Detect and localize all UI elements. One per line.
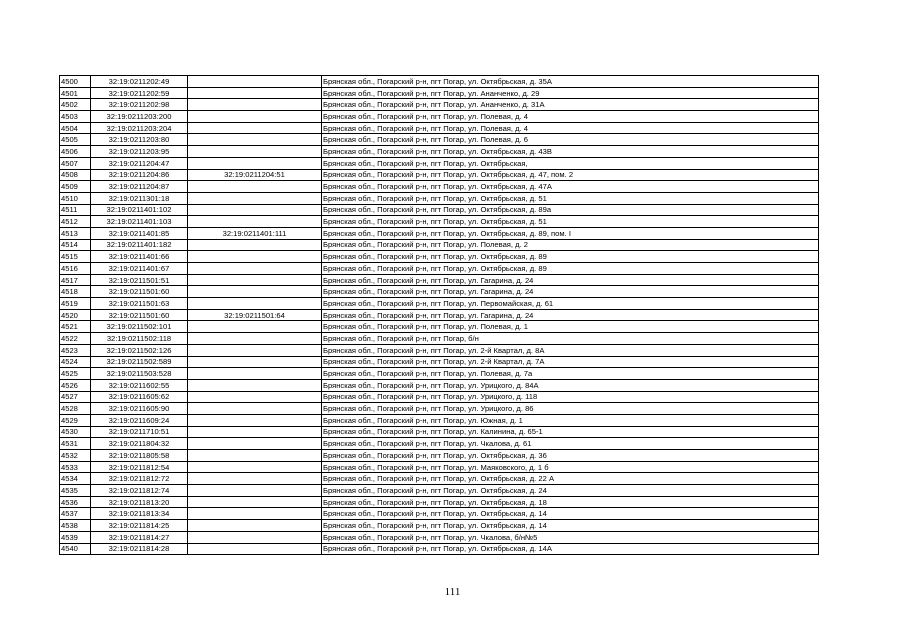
registry-table: [59, 75, 819, 555]
address-cell: Брянская обл., Погарский р-н, пгт Погар, ул. Октябрьская, д. 35А: [322, 76, 819, 88]
address-cell: Брянская обл., Погарский р-н, пгт Погар, ул. Урицкого, д. 84А: [322, 379, 819, 391]
table-row: [60, 286, 819, 298]
address-cell: Брянская обл., Погарский р-н, пгт Погар, ул. Октябрьская, д. 36: [322, 450, 819, 462]
related-cadastral-number-cell: [188, 391, 322, 403]
table-row: [60, 134, 819, 146]
related-cadastral-number-cell: [188, 356, 322, 368]
cadastral-number-cell: 32:19:0211502:126: [91, 344, 188, 356]
row-number-cell: 4530: [60, 426, 91, 438]
registry-sheet: [59, 75, 819, 555]
row-number-cell: 4527: [60, 391, 91, 403]
related-cadastral-number-cell: [188, 450, 322, 462]
related-cadastral-number-cell: [188, 298, 322, 310]
address-cell: Брянская обл., Погарский р-н, пгт Погар, ул. Полевая, д. 2: [322, 239, 819, 251]
cadastral-number-cell: 32:19:0211813:20: [91, 496, 188, 508]
related-cadastral-number-cell: 32:19:0211401:111: [188, 227, 322, 239]
cadastral-number-cell: 32:19:0211805:58: [91, 450, 188, 462]
table-row: [60, 263, 819, 275]
row-number-cell: 4529: [60, 414, 91, 426]
table-row: [60, 520, 819, 532]
address-cell: Брянская обл., Погарский р-н, пгт Погар, ул. Октябрьская, д. 51: [322, 216, 819, 228]
cadastral-number-cell: 32:19:0211814:27: [91, 531, 188, 543]
address-cell: Брянская обл., Погарский р-н, пгт Погар, ул. Октябрьская, д. 89: [322, 263, 819, 275]
cadastral-number-cell: 32:19:0211814:28: [91, 543, 188, 555]
related-cadastral-number-cell: [188, 157, 322, 169]
table-row: [60, 356, 819, 368]
address-cell: Брянская обл., Погарский р-н, пгт Погар, ул. Первомайская, д. 61: [322, 298, 819, 310]
row-number-cell: 4539: [60, 531, 91, 543]
cadastral-number-cell: 32:19:0211812:74: [91, 485, 188, 497]
cadastral-number-cell: 32:19:0211501:51: [91, 274, 188, 286]
table-row: [60, 227, 819, 239]
address-cell: Брянская обл., Погарский р-н, пгт Погар, ул. Октябрьская, д. 24: [322, 485, 819, 497]
table-row: [60, 426, 819, 438]
address-cell: Брянская обл., Погарский р-н, пгт Погар, ул. Чкалова, д. 61: [322, 438, 819, 450]
row-number-cell: 4526: [60, 379, 91, 391]
related-cadastral-number-cell: [188, 508, 322, 520]
row-number-cell: 4511: [60, 204, 91, 216]
cadastral-number-cell: 32:19:0211301:18: [91, 192, 188, 204]
table-row: [60, 157, 819, 169]
table-row: [60, 543, 819, 555]
cadastral-number-cell: 32:19:0211203:80: [91, 134, 188, 146]
row-number-cell: 4514: [60, 239, 91, 251]
related-cadastral-number-cell: [188, 485, 322, 497]
row-number-cell: 4518: [60, 286, 91, 298]
cadastral-number-cell: 32:19:0211710:51: [91, 426, 188, 438]
table-row: [60, 204, 819, 216]
address-cell: Брянская обл., Погарский р-н, пгт Погар, ул. Ананченко, д. 29: [322, 87, 819, 99]
cadastral-number-cell: 32:19:0211502:101: [91, 321, 188, 333]
cadastral-number-cell: 32:19:0211605:90: [91, 403, 188, 415]
cadastral-number-cell: 32:19:0211401:66: [91, 251, 188, 263]
row-number-cell: 4501: [60, 87, 91, 99]
cadastral-number-cell: 32:19:0211204:47: [91, 157, 188, 169]
related-cadastral-number-cell: 32:19:0211204:51: [188, 169, 322, 181]
related-cadastral-number-cell: [188, 111, 322, 123]
table-row: [60, 379, 819, 391]
related-cadastral-number-cell: [188, 239, 322, 251]
table-row: [60, 368, 819, 380]
row-number-cell: 4516: [60, 263, 91, 275]
address-cell: Брянская обл., Погарский р-н, пгт Погар, ул. Октябрьская, д. 22 А: [322, 473, 819, 485]
cadastral-number-cell: 32:19:0211401:85: [91, 227, 188, 239]
cadastral-number-cell: 32:19:0211203:200: [91, 111, 188, 123]
address-cell: Брянская обл., Погарский р-н, пгт Погар, ул. Гагарина, д. 24: [322, 309, 819, 321]
row-number-cell: 4512: [60, 216, 91, 228]
related-cadastral-number-cell: [188, 76, 322, 88]
cadastral-number-cell: 32:19:0211814:25: [91, 520, 188, 532]
row-number-cell: 4507: [60, 157, 91, 169]
related-cadastral-number-cell: [188, 192, 322, 204]
table-row: [60, 344, 819, 356]
table-row: [60, 169, 819, 181]
table-row: [60, 239, 819, 251]
table-row: [60, 450, 819, 462]
related-cadastral-number-cell: [188, 122, 322, 134]
related-cadastral-number-cell: [188, 251, 322, 263]
address-cell: Брянская обл., Погарский р-н, пгт Погар, ул. Полевая, д. 6: [322, 134, 819, 146]
cadastral-number-cell: 32:19:0211813:34: [91, 508, 188, 520]
related-cadastral-number-cell: [188, 321, 322, 333]
cadastral-number-cell: 32:19:0211203:204: [91, 122, 188, 134]
row-number-cell: 4531: [60, 438, 91, 450]
row-number-cell: 4538: [60, 520, 91, 532]
registry-table-body: [60, 76, 819, 555]
row-number-cell: 4519: [60, 298, 91, 310]
cadastral-number-cell: 32:19:0211501:63: [91, 298, 188, 310]
table-row: [60, 216, 819, 228]
address-cell: Брянская обл., Погарский р-н, пгт Погар, ул. Полевая, д. 4: [322, 111, 819, 123]
row-number-cell: 4510: [60, 192, 91, 204]
address-cell: Брянская обл., Погарский р-н, пгт Погар, ул. 2-й Квартал, д. 8А: [322, 344, 819, 356]
cadastral-number-cell: 32:19:0211804:32: [91, 438, 188, 450]
related-cadastral-number-cell: [188, 344, 322, 356]
row-number-cell: 4502: [60, 99, 91, 111]
address-cell: Брянская обл., Погарский р-н, пгт Погар, ул. Ананченко, д. 31А: [322, 99, 819, 111]
related-cadastral-number-cell: [188, 87, 322, 99]
address-cell: Брянская обл., Погарский р-н, пгт Погар, ул. Октябрьская, д. 14: [322, 520, 819, 532]
cadastral-number-cell: 32:19:0211501:60: [91, 286, 188, 298]
cadastral-number-cell: 32:19:0211202:59: [91, 87, 188, 99]
cadastral-number-cell: 32:19:0211503:528: [91, 368, 188, 380]
row-number-cell: 4508: [60, 169, 91, 181]
page-number: 111: [444, 586, 461, 598]
address-cell: Брянская обл., Погарский р-н, пгт Погар, ул. Октябрьская, д. 89, пом. I: [322, 227, 819, 239]
row-number-cell: 4500: [60, 76, 91, 88]
table-row: [60, 146, 819, 158]
address-cell: Брянская обл., Погарский р-н, пгт Погар, ул. Октябрьская, д. 14: [322, 508, 819, 520]
related-cadastral-number-cell: [188, 99, 322, 111]
table-row: [60, 473, 819, 485]
address-cell: Брянская обл., Погарский р-н, пгт Погар, ул. Урицкого, д. 86: [322, 403, 819, 415]
cadastral-number-cell: 32:19:0211202:49: [91, 76, 188, 88]
table-row: [60, 333, 819, 345]
related-cadastral-number-cell: [188, 286, 322, 298]
related-cadastral-number-cell: [188, 531, 322, 543]
related-cadastral-number-cell: [188, 146, 322, 158]
related-cadastral-number-cell: [188, 414, 322, 426]
related-cadastral-number-cell: 32:19:0211501:64: [188, 309, 322, 321]
related-cadastral-number-cell: [188, 263, 322, 275]
cadastral-number-cell: 32:19:0211401:182: [91, 239, 188, 251]
address-cell: Брянская обл., Погарский р-н, пгт Погар, ул. Октябрьская, д. 14А: [322, 543, 819, 555]
address-cell: Брянская обл., Погарский р-н, пгт Погар, ул. Полевая, д. 7а: [322, 368, 819, 380]
row-number-cell: 4506: [60, 146, 91, 158]
cadastral-number-cell: 32:19:0211605:62: [91, 391, 188, 403]
cadastral-number-cell: 32:19:0211204:86: [91, 169, 188, 181]
address-cell: Брянская обл., Погарский р-н, пгт Погар, ул. Полевая, д. 1: [322, 321, 819, 333]
cadastral-number-cell: 32:19:0211812:54: [91, 461, 188, 473]
related-cadastral-number-cell: [188, 181, 322, 193]
row-number-cell: 4522: [60, 333, 91, 345]
cadastral-number-cell: 32:19:0211203:95: [91, 146, 188, 158]
address-cell: Брянская обл., Погарский р-н, пгт Погар, ул. Калинина, д. 65-1: [322, 426, 819, 438]
cadastral-number-cell: 32:19:0211204:87: [91, 181, 188, 193]
related-cadastral-number-cell: [188, 274, 322, 286]
address-cell: Брянская обл., Погарский р-н, пгт Погар, ул. Маяковского, д. 1 б: [322, 461, 819, 473]
row-number-cell: 4525: [60, 368, 91, 380]
table-row: [60, 192, 819, 204]
related-cadastral-number-cell: [188, 496, 322, 508]
table-row: [60, 485, 819, 497]
row-number-cell: 4509: [60, 181, 91, 193]
address-cell: Брянская обл., Погарский р-н, пгт Погар, ул. Гагарина, д. 24: [322, 274, 819, 286]
row-number-cell: 4505: [60, 134, 91, 146]
related-cadastral-number-cell: [188, 543, 322, 555]
table-row: [60, 321, 819, 333]
related-cadastral-number-cell: [188, 426, 322, 438]
address-cell: Брянская обл., Погарский р-н, пгт Погар, ул. Октябрьская,: [322, 157, 819, 169]
cadastral-number-cell: 32:19:0211502:589: [91, 356, 188, 368]
row-number-cell: 4540: [60, 543, 91, 555]
row-number-cell: 4533: [60, 461, 91, 473]
address-cell: Брянская обл., Погарский р-н, пгт Погар, ул. Октябрьская, д. 89: [322, 251, 819, 263]
table-row: [60, 309, 819, 321]
row-number-cell: 4503: [60, 111, 91, 123]
table-row: [60, 87, 819, 99]
address-cell: Брянская обл., Погарский р-н, пгт Погар, ул. Чкалова, б/н№5: [322, 531, 819, 543]
related-cadastral-number-cell: [188, 403, 322, 415]
related-cadastral-number-cell: [188, 379, 322, 391]
table-row: [60, 122, 819, 134]
table-row: [60, 414, 819, 426]
table-row: [60, 274, 819, 286]
address-cell: Брянская обл., Погарский р-н, пгт Погар, б/н: [322, 333, 819, 345]
address-cell: Брянская обл., Погарский р-н, пгт Погар, ул. Октябрьская, д. 51: [322, 192, 819, 204]
cadastral-number-cell: 32:19:0211502:118: [91, 333, 188, 345]
address-cell: Брянская обл., Погарский р-н, пгт Погар, ул. Полевая, д. 4: [322, 122, 819, 134]
related-cadastral-number-cell: [188, 438, 322, 450]
related-cadastral-number-cell: [188, 134, 322, 146]
row-number-cell: 4528: [60, 403, 91, 415]
table-row: [60, 403, 819, 415]
related-cadastral-number-cell: [188, 333, 322, 345]
row-number-cell: 4535: [60, 485, 91, 497]
row-number-cell: 4534: [60, 473, 91, 485]
related-cadastral-number-cell: [188, 461, 322, 473]
table-row: [60, 461, 819, 473]
row-number-cell: 4513: [60, 227, 91, 239]
related-cadastral-number-cell: [188, 473, 322, 485]
table-row: [60, 251, 819, 263]
row-number-cell: 4515: [60, 251, 91, 263]
related-cadastral-number-cell: [188, 216, 322, 228]
row-number-cell: 4521: [60, 321, 91, 333]
address-cell: Брянская обл., Погарский р-н, пгт Погар, ул. Октябрьская, д. 47, пом. 2: [322, 169, 819, 181]
related-cadastral-number-cell: [188, 368, 322, 380]
table-row: [60, 99, 819, 111]
row-number-cell: 4517: [60, 274, 91, 286]
table-row: [60, 508, 819, 520]
row-number-cell: 4520: [60, 309, 91, 321]
cadastral-number-cell: 32:19:0211401:102: [91, 204, 188, 216]
row-number-cell: 4523: [60, 344, 91, 356]
cadastral-number-cell: 32:19:0211501:60: [91, 309, 188, 321]
row-number-cell: 4504: [60, 122, 91, 134]
table-row: [60, 391, 819, 403]
table-row: [60, 298, 819, 310]
table-row: [60, 531, 819, 543]
cadastral-number-cell: 32:19:0211602:55: [91, 379, 188, 391]
row-number-cell: 4524: [60, 356, 91, 368]
table-row: [60, 496, 819, 508]
address-cell: Брянская обл., Погарский р-н, пгт Погар, ул. Октябрьская, д. 43В: [322, 146, 819, 158]
cadastral-number-cell: 32:19:0211202:98: [91, 99, 188, 111]
address-cell: Брянская обл., Погарский р-н, пгт Погар, ул. Октябрьская, д. 18: [322, 496, 819, 508]
row-number-cell: 4532: [60, 450, 91, 462]
address-cell: Брянская обл., Погарский р-н, пгт Погар, ул. Южная, д. 1: [322, 414, 819, 426]
table-row: [60, 76, 819, 88]
cadastral-number-cell: 32:19:0211812:72: [91, 473, 188, 485]
address-cell: Брянская обл., Погарский р-н, пгт Погар, ул. 2-й Квартал, д. 7А: [322, 356, 819, 368]
cadastral-number-cell: 32:19:0211401:67: [91, 263, 188, 275]
row-number-cell: 4536: [60, 496, 91, 508]
address-cell: Брянская обл., Погарский р-н, пгт Погар, ул. Урицкого, д. 118: [322, 391, 819, 403]
table-row: [60, 181, 819, 193]
cadastral-number-cell: 32:19:0211609:24: [91, 414, 188, 426]
related-cadastral-number-cell: [188, 204, 322, 216]
table-row: [60, 438, 819, 450]
row-number-cell: 4537: [60, 508, 91, 520]
table-row: [60, 111, 819, 123]
address-cell: Брянская обл., Погарский р-н, пгт Погар, ул. Октябрьская, д. 89а: [322, 204, 819, 216]
related-cadastral-number-cell: [188, 520, 322, 532]
address-cell: Брянская обл., Погарский р-н, пгт Погар, ул. Октябрьская, д. 47А: [322, 181, 819, 193]
cadastral-number-cell: 32:19:0211401:103: [91, 216, 188, 228]
address-cell: Брянская обл., Погарский р-н, пгт Погар, ул. Гагарина, д. 24: [322, 286, 819, 298]
